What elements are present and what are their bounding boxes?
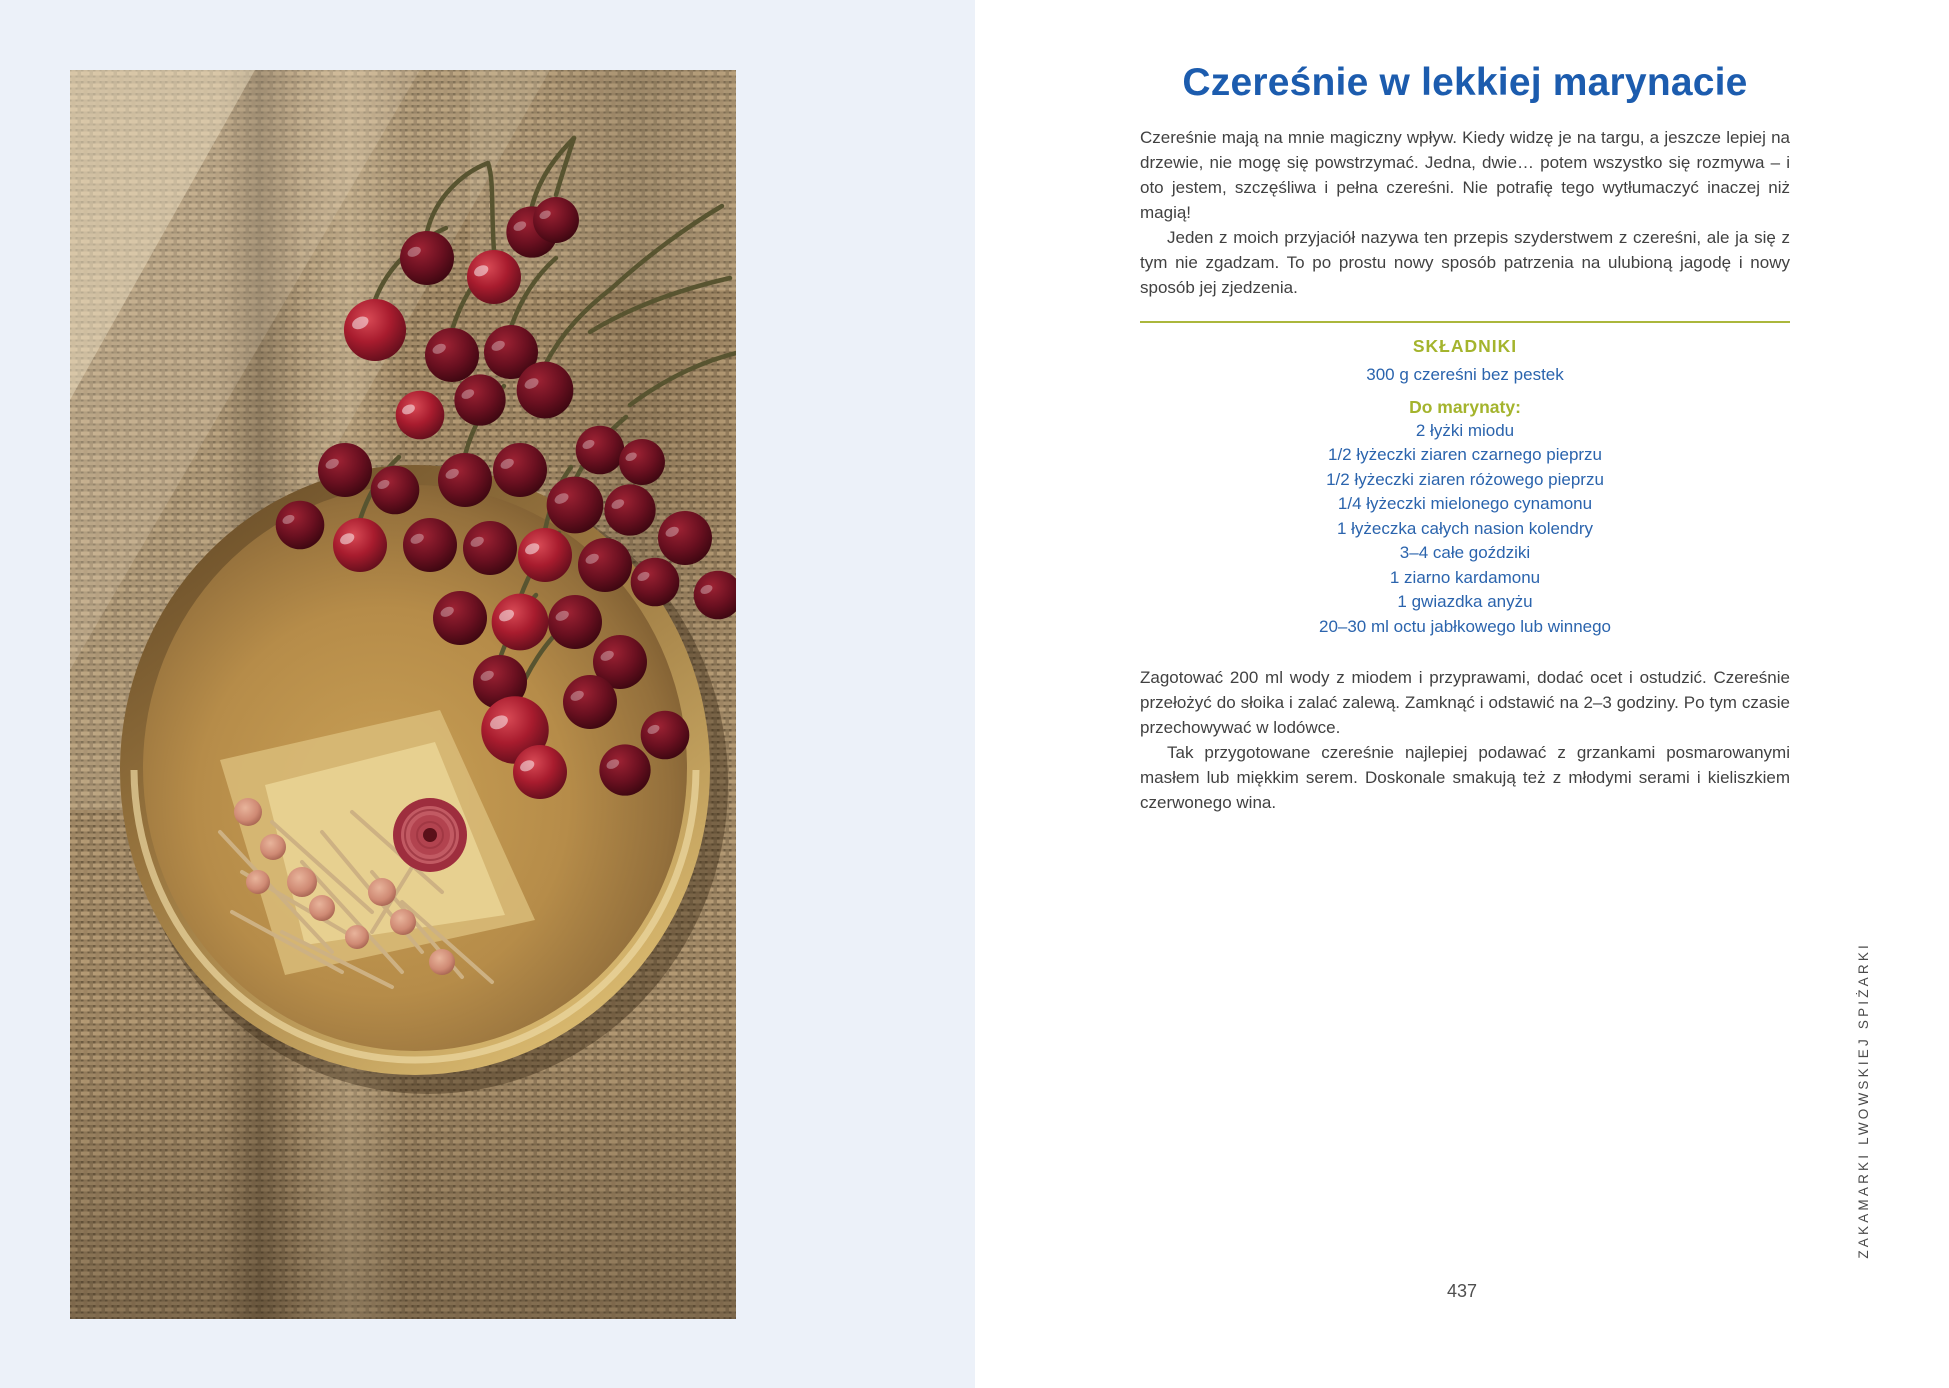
ingredient-line: 1 gwiazdka anyżu xyxy=(1397,592,1533,611)
marinade-heading: Do marynaty: xyxy=(1409,396,1521,417)
intro-paragraph-2: Jeden z moich przyjaciół nazywa ten przepis szyderstwem z czereśni, ale ja się z tym nie zgadzam. To po prostu nowy sposób patrzenia na ulubioną jagodę i nowy sposób jej zjedzenia. xyxy=(1140,228,1790,297)
marinade-ingredients-list xyxy=(1140,419,1790,640)
series-vertical-label: ZAKAMARKI LWOWSKIEJ SPIŻARKI xyxy=(1856,942,1871,1259)
recipe-title: Czereśnie w lekkiej marynacie xyxy=(1182,61,1748,104)
main-ingredient-line: 300 g czereśni bez pestek xyxy=(1366,365,1564,384)
ingredient-line: 20–30 ml octu jabłkowego lub winnego xyxy=(1318,616,1612,636)
page-number: 437 xyxy=(1446,1281,1478,1301)
ingredient-line: 1/2 łyżeczki ziaren różowego pieprzu xyxy=(1326,469,1604,489)
ingredient-line: 1 łyżeczka całych nasion kolendry xyxy=(1336,518,1594,538)
method-paragraph-2: Tak przygotowane czereśnie najlepiej podawać z grzankami posmarowanymi masłem lub miękkim serem. Doskonale smakują też z młodymi serami i kieliszkiem czerwonego wina. xyxy=(1140,743,1790,812)
ingredient-line: 3–4 całe goździki xyxy=(1399,543,1531,562)
ingredient-line: 1/2 łyżeczki ziaren czarnego pieprzu xyxy=(1327,445,1603,464)
ingredient-line: 2 łyżki miodu xyxy=(1415,420,1515,440)
right-page xyxy=(975,0,1949,1388)
method-paragraph-1: Zagotować 200 ml wody z miodem i przyprawami, dodać ocet i ostudzić. Czereśnie przełożyć do słoika i zalać zalewą. Zamknąć i odstawić na 2–3 godziny. Po tym czasie przechowywać w lodówce. xyxy=(1140,668,1790,737)
section-divider xyxy=(1140,321,1790,323)
intro-paragraph-1: Czereśnie mają na mnie magiczny wpływ. Kiedy widzę je na targu, a jeszcze lepiej na drzewie, nie mogę się powstrzymać. Jedna, dwie… potem wszystko się rozmywa – i oto jestem, szczęśliwa i pełna czereśni. Nie potrafię tego wytłumaczyć inaczej niż magią! xyxy=(1140,128,1790,222)
cut-cherry xyxy=(393,798,467,872)
ingredient-line: 1 ziarno kardamonu xyxy=(1389,567,1541,587)
ingredients-heading: SKŁADNIKI xyxy=(1412,336,1518,356)
ingredient-line: 1/4 łyżeczki mielonego cynamonu xyxy=(1337,494,1593,513)
recipe-photo xyxy=(70,70,736,1319)
recipe-column xyxy=(1140,0,1790,815)
